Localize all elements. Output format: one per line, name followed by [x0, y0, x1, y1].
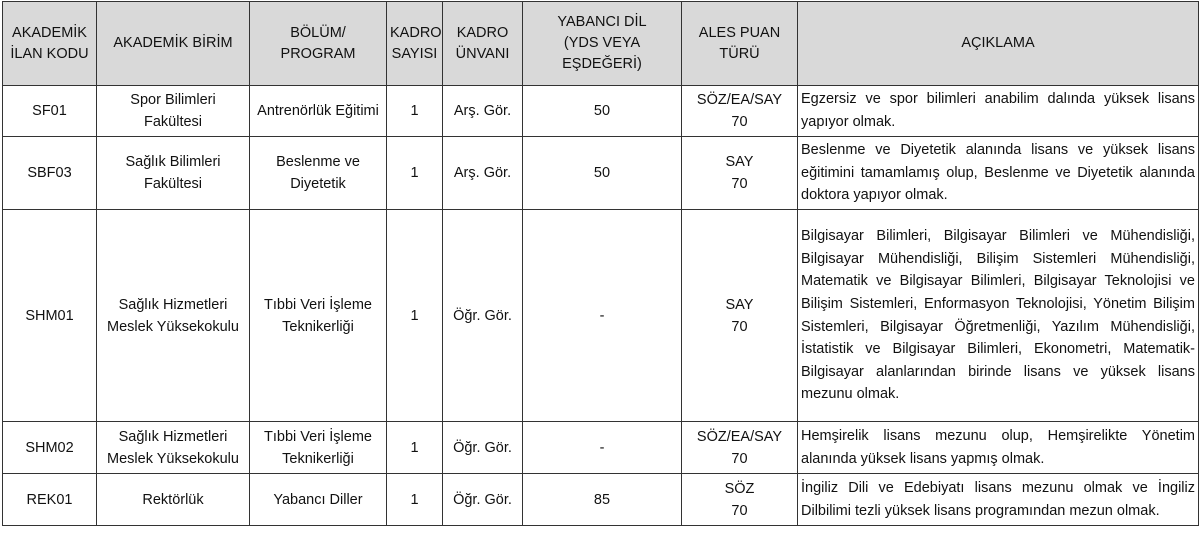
table-row: [3, 422, 1199, 474]
kadro-sayisi-cell: 1: [387, 86, 443, 137]
program-cell: Antrenörlük Eğitimi: [250, 86, 387, 137]
header-kadro-unvani: KADRO ÜNVANI: [443, 2, 523, 86]
kadro-unvani-cell: Öğr. Gör.: [443, 210, 523, 422]
aciklama-cell: Hemşirelik lisans mezunu olup, Hemşirelikte Yönetim alanında yüksek lisans yapmış olmak.: [798, 422, 1199, 474]
kadro-unvani-cell: Arş. Gör.: [443, 137, 523, 210]
akademik-birim-cell: Rektörlük: [97, 474, 250, 526]
kadro-sayisi-cell: 1: [387, 137, 443, 210]
program-cell: Yabancı Diller: [250, 474, 387, 526]
table-row: [3, 210, 1199, 422]
kadro-sayisi-cell: 1: [387, 422, 443, 474]
ales-cell: SÖZ 70: [682, 474, 798, 526]
program-cell: Tıbbi Veri İşleme Teknikerliği: [250, 422, 387, 474]
table-row: [3, 137, 1199, 210]
ales-cell: SÖZ/EA/SAY 70: [682, 86, 798, 137]
ales-cell: SAY 70: [682, 137, 798, 210]
ales-cell: SÖZ/EA/SAY 70: [682, 422, 798, 474]
header-bolum-program: BÖLÜM/ PROGRAM: [250, 2, 387, 86]
yabanci-dil-cell: 50: [523, 137, 682, 210]
kadro-unvani-cell: Öğr. Gör.: [443, 474, 523, 526]
aciklama-cell: Beslenme ve Diyetetik alanında lisans ve yüksek lisans eğitimini tamamlamış olup, Beslenme ve Diyetetik alanında doktora yapıyor olmak.: [798, 137, 1199, 210]
ilan-kodu-cell: REK01: [3, 474, 97, 526]
kadro-sayisi-cell: 1: [387, 210, 443, 422]
ales-cell: SAY 70: [682, 210, 798, 422]
kadro-unvani-cell: Öğr. Gör.: [443, 422, 523, 474]
header-row: [3, 2, 1199, 86]
aciklama-cell: Egzersiz ve spor bilimleri anabilim dalında yüksek lisans yapıyor olmak.: [798, 86, 1199, 137]
kadro-sayisi-cell: 1: [387, 474, 443, 526]
ilan-kodu-cell: SHM02: [3, 422, 97, 474]
ilan-kodu-cell: SF01: [3, 86, 97, 137]
academic-positions-table: [2, 1, 1199, 526]
yabanci-dil-cell: 50: [523, 86, 682, 137]
akademik-birim-cell: Sağlık Bilimleri Fakültesi: [97, 137, 250, 210]
program-cell: Beslenme ve Diyetetik: [250, 137, 387, 210]
akademik-birim-cell: Sağlık Hizmetleri Meslek Yüksekokulu: [97, 210, 250, 422]
table-row: [3, 86, 1199, 137]
header-aciklama: AÇIKLAMA: [798, 2, 1199, 86]
header-kadro-sayisi: KADRO SAYISI: [387, 2, 443, 86]
header-yabanci-dil: YABANCI DİL (YDS VEYA EŞDEĞERİ): [523, 2, 682, 86]
header-akademik-birim: AKADEMİK BİRİM: [97, 2, 250, 86]
aciklama-cell: Bilgisayar Bilimleri, Bilgisayar Bilimleri ve Mühendisliği, Bilgisayar Mühendisliği, Bilişim Sistemleri Mühendisliği, Matematik ve Bilgisayar Bilimleri, Bilgisayar Teknolojisi ve Bilişim Sistemleri, Enformasyon Teknolojisi, Yönetim Bilişim Sistemleri, Bilgisayar Öğretmenliği, Yazılım Mühendisliği, İstatistik ve Bilgisayar Bilimleri, Ekonometri, Matematik- Bilgisayar alanlarından birinde lisans ve yüksek lisans mezunu olmak.: [798, 210, 1199, 422]
aciklama-cell: İngiliz Dili ve Edebiyatı lisans mezunu olmak ve İngiliz Dilbilimi tezli yüksek lisans programından mezun olmak.: [798, 474, 1199, 526]
header-ales-puan: ALES PUAN TÜRÜ: [682, 2, 798, 86]
akademik-birim-cell: Spor Bilimleri Fakültesi: [97, 86, 250, 137]
yabanci-dil-cell: -: [523, 422, 682, 474]
kadro-unvani-cell: Arş. Gör.: [443, 86, 523, 137]
header-ilan-kodu: AKADEMİK İLAN KODU: [3, 2, 97, 86]
akademik-birim-cell: Sağlık Hizmetleri Meslek Yüksekokulu: [97, 422, 250, 474]
ilan-kodu-cell: SBF03: [3, 137, 97, 210]
yabanci-dil-cell: -: [523, 210, 682, 422]
program-cell: Tıbbi Veri İşleme Teknikerliği: [250, 210, 387, 422]
yabanci-dil-cell: 85: [523, 474, 682, 526]
table-row: [3, 474, 1199, 526]
ilan-kodu-cell: SHM01: [3, 210, 97, 422]
